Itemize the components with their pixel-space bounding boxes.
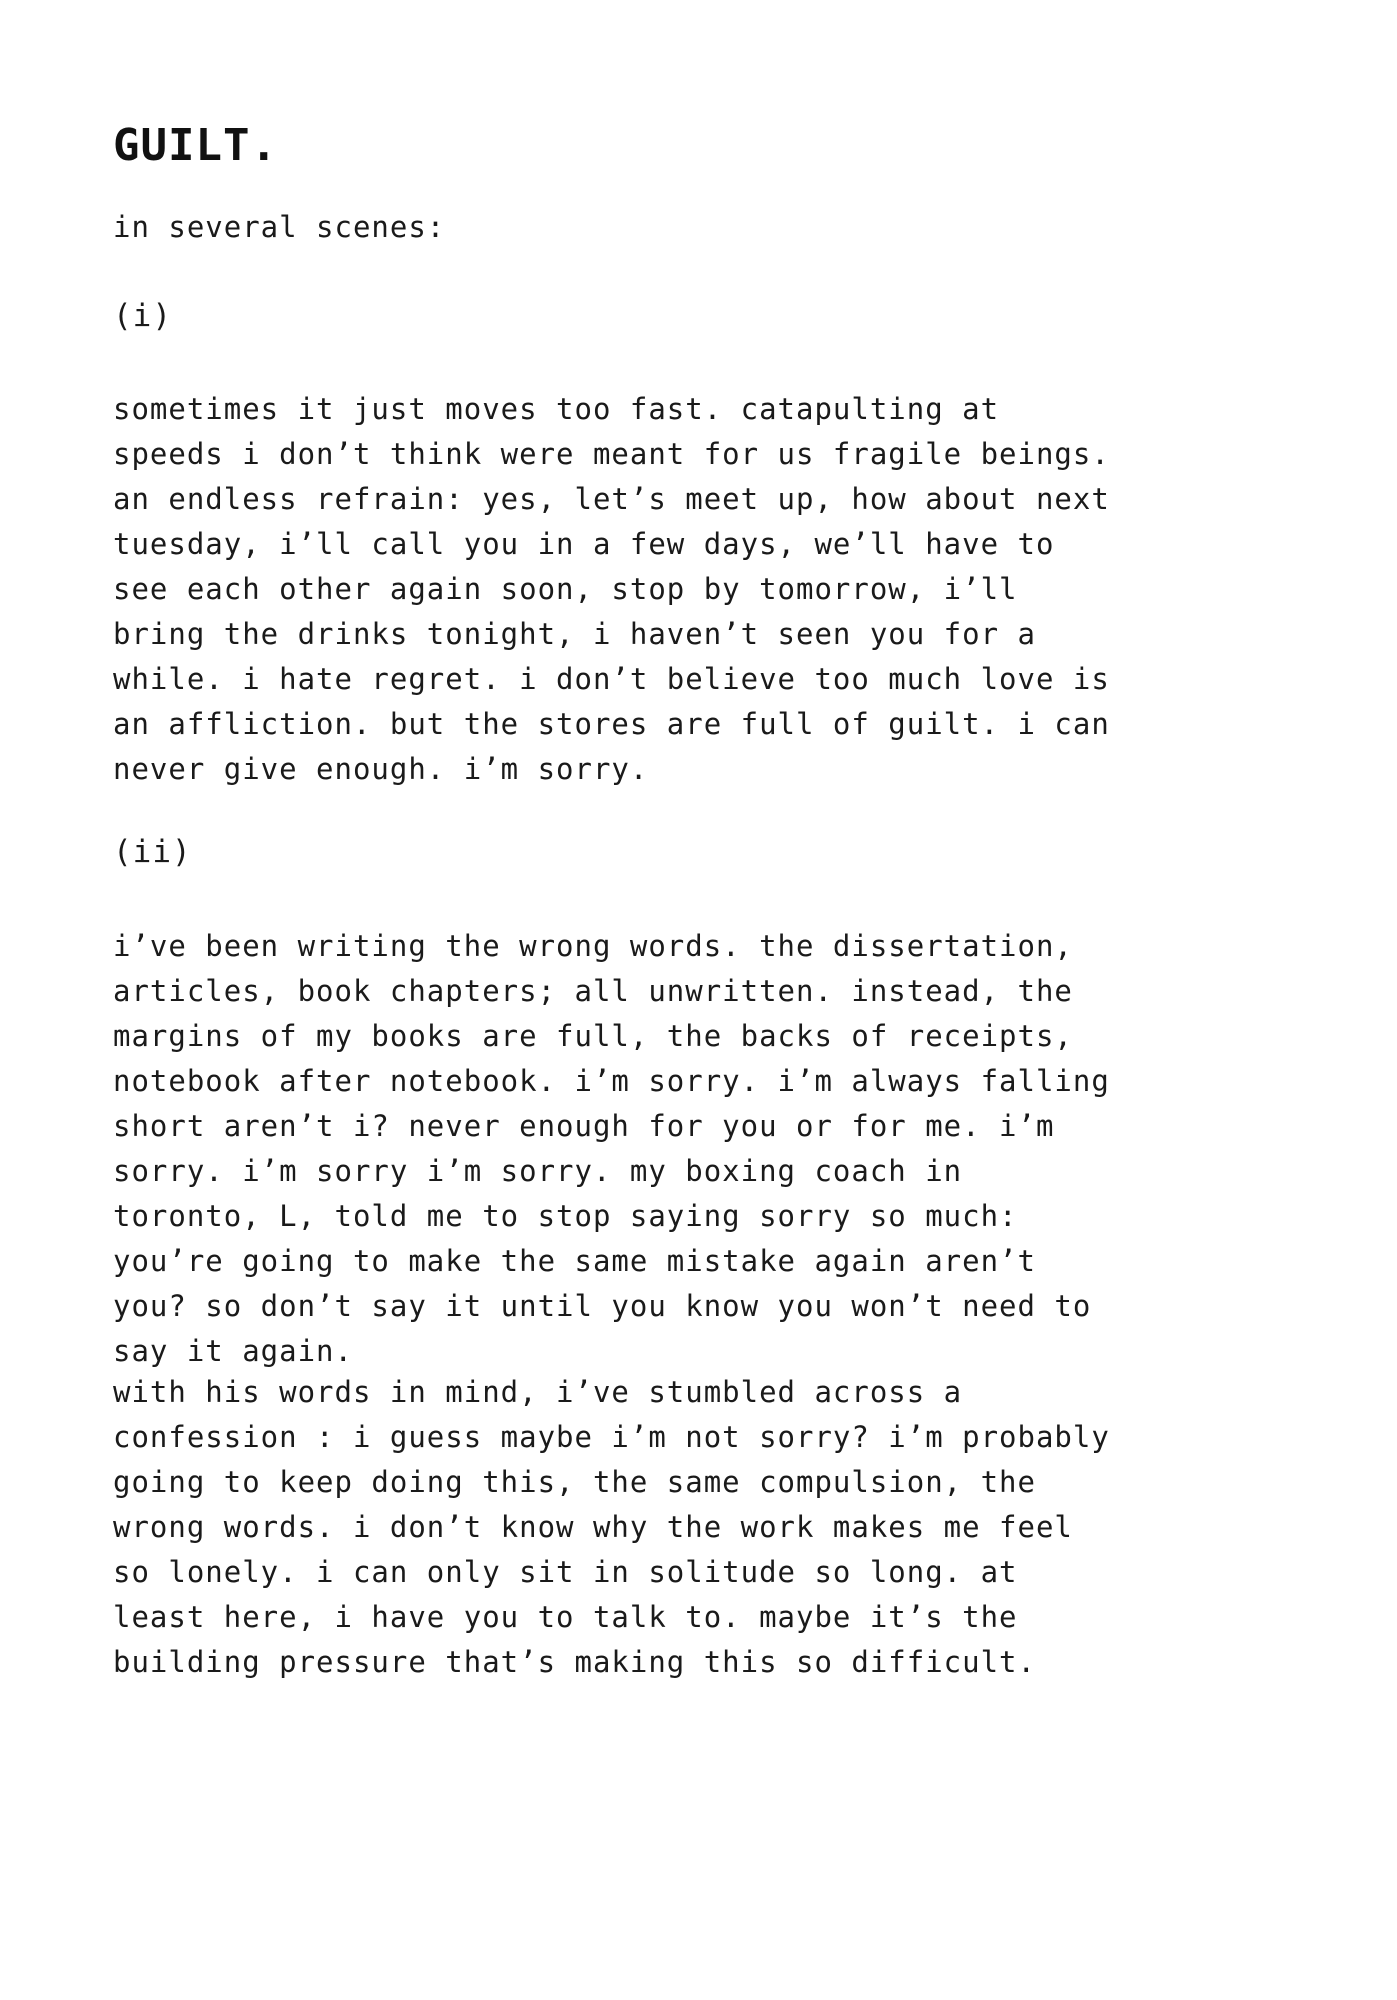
text-line: bring the drinks tonight, i haven’t seen you for a (113, 617, 1036, 651)
text-line: tuesday, i’ll call you in a few days, we’ll have to (113, 527, 1055, 561)
text-line: toronto, L, told me to stop saying sorry so much: (113, 1199, 1018, 1233)
text-line: notebook after notebook. i’m sorry. i’m always falling (113, 1064, 1110, 1098)
text-line: margins of my books are full, the backs of receipts, (113, 1019, 1073, 1053)
text-line: while. i hate regret. i don’t believe too much love is (113, 662, 1110, 696)
text-line: say it again. (113, 1334, 353, 1368)
text-line: short aren’t i? never enough for you or for me. i’m (113, 1109, 1055, 1143)
text-line: going to keep doing this, the same compulsion, the (113, 1465, 1036, 1499)
text-line: i’ve been writing the wrong words. the dissertation, (113, 929, 1073, 963)
scene-ii-paragraph-2 (113, 1370, 1363, 1685)
scene-ii-paragraph-1 (113, 924, 1363, 1374)
text-line: wrong words. i don’t know why the work makes me feel (113, 1510, 1073, 1544)
text-line: sorry. i’m sorry i’m sorry. my boxing coach in (113, 1154, 963, 1188)
document-title: GUILT. (113, 120, 278, 171)
text-line: an affliction. but the stores are full of guilt. i can (113, 707, 1110, 741)
text-line: see each other again soon, stop by tomorrow, i’ll (113, 572, 1018, 606)
text-line: an endless refrain: yes, let’s meet up, how about next (113, 482, 1110, 516)
document-subtitle: in several scenes: (113, 210, 446, 244)
scene-marker-ii: (ii) (113, 834, 192, 870)
text-line: sometimes it just moves too fast. catapulting at (113, 392, 1000, 426)
text-line: articles, book chapters; all unwritten. instead, the (113, 974, 1073, 1008)
text-line: confession : i guess maybe i’m not sorry? i’m probably (113, 1420, 1110, 1454)
text-line: building pressure that’s making this so difficult. (113, 1645, 1036, 1679)
text-line: with his words in mind, i’ve stumbled across a (113, 1375, 963, 1409)
text-line: you? so don’t say it until you know you won’t need to (113, 1289, 1092, 1323)
text-line: least here, i have you to talk to. maybe it’s the (113, 1600, 1018, 1634)
text-line: speeds i don’t think were meant for us fragile beings. (113, 437, 1110, 471)
text-line: so lonely. i can only sit in solitude so long. at (113, 1555, 1018, 1589)
scene-i-paragraph-1 (113, 387, 1363, 792)
text-line: never give enough. i’m sorry. (113, 752, 649, 786)
text-line: you’re going to make the same mistake again aren’t (113, 1244, 1036, 1278)
scene-marker-i: (i) (113, 298, 172, 334)
